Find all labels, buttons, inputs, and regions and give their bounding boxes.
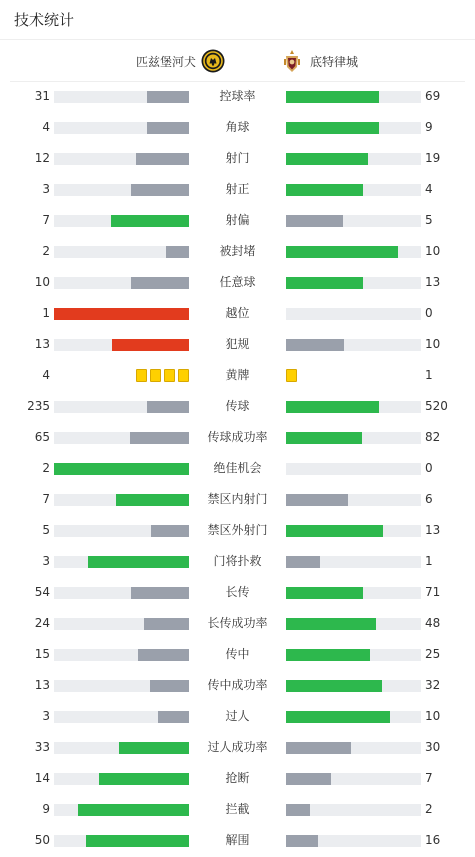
- stat-row: [0, 577, 475, 608]
- stat-label: 传球: [225, 399, 250, 413]
- home-stat-bar-fill: [130, 432, 189, 444]
- yellow-card-icon: [286, 369, 297, 382]
- away-stat-bar-fill: [286, 91, 379, 103]
- away-stat-bar: [286, 680, 421, 692]
- away-stat-bar: [286, 401, 421, 413]
- away-stat-value: 32: [425, 678, 441, 692]
- home-stat-value: 2: [42, 461, 50, 475]
- home-stat-value: 33: [34, 740, 50, 754]
- home-stat-bar-fill: [131, 277, 189, 289]
- stat-row: [0, 267, 475, 298]
- home-stat-bar-fill: [86, 835, 189, 847]
- stat-label: 过人: [225, 709, 250, 723]
- stat-label: 黄牌: [225, 368, 250, 382]
- home-stat-bar-fill: [151, 525, 189, 537]
- pittsburgh-riverhounds-logo-icon: [201, 49, 225, 73]
- home-stat-value: 12: [34, 151, 50, 165]
- home-stat-value: 5: [42, 523, 50, 537]
- home-yellow-cards: [136, 369, 189, 382]
- stat-label: 角球: [225, 120, 250, 134]
- stats-list: [0, 81, 475, 856]
- away-stat-bar-fill: [286, 804, 310, 816]
- away-stat-bar: [286, 215, 421, 227]
- home-stat-value: 7: [42, 492, 50, 506]
- home-stat-bar: [54, 122, 189, 134]
- away-stat-bar-fill: [286, 153, 368, 165]
- stat-label: 门将扑救: [213, 554, 262, 568]
- home-stat-value: 15: [34, 647, 50, 661]
- stat-label: 禁区内射门: [207, 492, 268, 506]
- home-stat-value: 3: [42, 554, 50, 568]
- stat-row: [0, 360, 475, 391]
- yellow-card-icon: [150, 369, 161, 382]
- home-stat-bar: [54, 680, 189, 692]
- home-stat-bar-fill: [147, 401, 189, 413]
- home-stat-bar-fill: [166, 246, 189, 258]
- away-stat-bar-fill: [286, 215, 343, 227]
- stat-row: [0, 515, 475, 546]
- away-stat-bar: [286, 587, 421, 599]
- stat-row: [0, 608, 475, 639]
- away-stat-bar-fill: [286, 742, 351, 754]
- away-stat-bar: [286, 494, 421, 506]
- stat-row: [0, 794, 475, 825]
- yellow-card-icon: [178, 369, 189, 382]
- stat-row: [0, 329, 475, 360]
- away-stat-bar-fill: [286, 711, 390, 723]
- stat-label: 解围: [225, 833, 250, 847]
- home-stat-bar: [54, 525, 189, 537]
- home-stat-bar: [54, 587, 189, 599]
- stat-label: 绝佳机会: [213, 461, 262, 475]
- away-stat-bar-fill: [286, 122, 379, 134]
- away-stat-bar: [286, 91, 421, 103]
- home-stat-value: 50: [34, 833, 50, 847]
- home-stat-value: 9: [42, 802, 50, 816]
- home-stat-bar-fill: [131, 184, 189, 196]
- away-stat-value: 25: [425, 647, 441, 661]
- home-stat-bar: [54, 649, 189, 661]
- away-stat-value: 0: [425, 461, 433, 475]
- away-team[interactable]: [280, 48, 358, 74]
- home-stat-bar-fill: [111, 215, 189, 227]
- away-stat-bar-fill: [286, 184, 363, 196]
- home-team[interactable]: [136, 48, 225, 74]
- home-stat-bar: [54, 153, 189, 165]
- away-stat-bar: [286, 804, 421, 816]
- stat-row: [0, 422, 475, 453]
- home-stat-bar: [54, 711, 189, 723]
- home-stat-value: 24: [34, 616, 50, 630]
- away-stat-value: 69: [425, 89, 441, 103]
- stat-label: 拦截: [225, 802, 250, 816]
- home-stat-bar-fill: [150, 680, 189, 692]
- yellow-card-icon: [164, 369, 175, 382]
- team-header: [10, 41, 465, 82]
- home-stat-bar-fill: [88, 556, 189, 568]
- away-stat-bar-fill: [286, 680, 382, 692]
- away-stat-bar: [286, 556, 421, 568]
- stat-label: 传球成功率: [207, 430, 268, 444]
- home-stat-value: 14: [34, 771, 50, 785]
- home-stat-bar-fill: [78, 804, 189, 816]
- home-stat-bar: [54, 432, 189, 444]
- home-stat-value: 4: [42, 368, 50, 382]
- home-stat-bar: [54, 494, 189, 506]
- home-stat-value: 4: [42, 120, 50, 134]
- away-stat-bar-fill: [286, 649, 370, 661]
- stat-label: 任意球: [219, 275, 256, 289]
- stat-row: [0, 639, 475, 670]
- stat-label: 长传: [225, 585, 250, 599]
- away-stat-value: 520: [425, 399, 448, 413]
- away-stat-value: 6: [425, 492, 433, 506]
- away-stat-bar: [286, 525, 421, 537]
- away-stat-bar: [286, 742, 421, 754]
- away-stat-value: 1: [425, 554, 433, 568]
- yellow-card-icon: [136, 369, 147, 382]
- stat-row: [0, 453, 475, 484]
- home-stat-bar-fill: [131, 587, 189, 599]
- away-stat-value: 71: [425, 585, 441, 599]
- home-stat-bar: [54, 91, 189, 103]
- stat-label: 长传成功率: [207, 616, 268, 630]
- away-stat-value: 4: [425, 182, 433, 196]
- away-stat-bar: [286, 835, 421, 847]
- stat-label: 控球率: [219, 89, 256, 103]
- away-stat-bar-fill: [286, 618, 376, 630]
- away-stat-bar: [286, 618, 421, 630]
- away-stat-value: 19: [425, 151, 441, 165]
- stat-label: 射正: [225, 182, 250, 196]
- away-stat-bar: [286, 153, 421, 165]
- home-stat-bar: [54, 339, 189, 351]
- home-stat-value: 31: [34, 89, 50, 103]
- stat-row: [0, 763, 475, 794]
- detroit-city-logo-icon: [280, 49, 304, 73]
- home-stat-bar-fill: [144, 618, 189, 630]
- away-stat-value: 10: [425, 709, 441, 723]
- stat-row: [0, 546, 475, 577]
- stat-label: 射偏: [225, 213, 250, 227]
- home-stat-value: 1: [42, 306, 50, 320]
- stat-label: 犯规: [225, 337, 250, 351]
- home-stat-bar: [54, 184, 189, 196]
- away-stat-bar: [286, 649, 421, 661]
- away-stat-bar: [286, 308, 421, 320]
- home-stat-bar-fill: [99, 773, 189, 785]
- away-stat-bar-fill: [286, 401, 379, 413]
- away-stat-value: 1: [425, 368, 433, 382]
- home-stat-value: 235: [27, 399, 50, 413]
- away-stat-bar-fill: [286, 525, 383, 537]
- stat-row: [0, 701, 475, 732]
- away-stat-bar: [286, 277, 421, 289]
- home-stat-value: 3: [42, 709, 50, 723]
- home-stat-bar-fill: [138, 649, 189, 661]
- stat-row: [0, 670, 475, 701]
- home-stat-bar-fill: [158, 711, 189, 723]
- home-stat-value: 54: [34, 585, 50, 599]
- away-stat-value: 7: [425, 771, 433, 785]
- away-stat-value: 10: [425, 244, 441, 258]
- away-team-name: 底特律城: [310, 54, 359, 69]
- home-stat-bar-fill: [54, 308, 189, 320]
- away-stat-bar-fill: [286, 277, 363, 289]
- away-stat-bar-fill: [286, 587, 363, 599]
- stat-row: [0, 236, 475, 267]
- home-stat-bar: [54, 401, 189, 413]
- home-stat-bar: [54, 618, 189, 630]
- away-stat-bar: [286, 184, 421, 196]
- away-stat-bar: [286, 246, 421, 258]
- home-stat-bar-fill: [119, 742, 189, 754]
- away-stat-bar: [286, 711, 421, 723]
- stat-label: 被封堵: [219, 244, 256, 258]
- stat-label: 越位: [225, 306, 250, 320]
- away-stat-bar-fill: [286, 432, 362, 444]
- home-stat-bar: [54, 773, 189, 785]
- home-stat-value: 65: [34, 430, 50, 444]
- away-stat-bar-fill: [286, 246, 398, 258]
- home-stat-bar-fill: [54, 463, 189, 475]
- stat-row: [0, 484, 475, 515]
- stats-header: [0, 0, 475, 40]
- home-stat-bar-fill: [112, 339, 189, 351]
- stat-row: [0, 205, 475, 236]
- away-yellow-cards: [286, 369, 297, 382]
- home-stat-value: 2: [42, 244, 50, 258]
- home-stat-bar-fill: [116, 494, 189, 506]
- stat-label: 传中成功率: [207, 678, 268, 692]
- away-stat-bar-fill: [286, 556, 320, 568]
- home-stat-bar: [54, 308, 189, 320]
- stat-row: [0, 81, 475, 112]
- stat-row: [0, 732, 475, 763]
- home-stat-bar-fill: [136, 153, 189, 165]
- away-stat-value: 82: [425, 430, 441, 444]
- away-stat-value: 5: [425, 213, 433, 227]
- away-stat-value: 48: [425, 616, 441, 630]
- home-stat-value: 10: [34, 275, 50, 289]
- stat-label: 禁区外射门: [207, 523, 268, 537]
- stat-row: [0, 391, 475, 422]
- away-stat-value: 30: [425, 740, 441, 754]
- away-stat-value: 16: [425, 833, 441, 847]
- home-stat-value: 3: [42, 182, 50, 196]
- page-title: 技术统计: [14, 11, 75, 29]
- home-stat-bar: [54, 556, 189, 568]
- away-stat-bar: [286, 339, 421, 351]
- away-stat-value: 0: [425, 306, 433, 320]
- home-stat-bar: [54, 463, 189, 475]
- away-stat-value: 13: [425, 523, 441, 537]
- home-stat-bar: [54, 742, 189, 754]
- home-stat-bar-fill: [147, 122, 189, 134]
- home-stat-bar: [54, 246, 189, 258]
- away-stat-bar-fill: [286, 494, 348, 506]
- home-stat-bar: [54, 835, 189, 847]
- stat-row: [0, 174, 475, 205]
- away-stat-value: 9: [425, 120, 433, 134]
- home-stat-bar: [54, 215, 189, 227]
- home-team-name: 匹兹堡河犬: [135, 54, 196, 69]
- away-stat-bar-fill: [286, 773, 331, 785]
- away-stat-bar: [286, 122, 421, 134]
- home-stat-value: 13: [34, 678, 50, 692]
- stat-row: [0, 112, 475, 143]
- stat-label: 抢断: [225, 771, 250, 785]
- stat-row: [0, 825, 475, 856]
- home-stat-value: 7: [42, 213, 50, 227]
- away-stat-value: 13: [425, 275, 441, 289]
- stat-row: [0, 143, 475, 174]
- stat-row: [0, 298, 475, 329]
- away-stat-bar-fill: [286, 339, 344, 351]
- away-stat-bar: [286, 463, 421, 475]
- home-stat-value: 13: [34, 337, 50, 351]
- away-stat-bar: [286, 432, 421, 444]
- away-stat-value: 2: [425, 802, 433, 816]
- away-stat-value: 10: [425, 337, 441, 351]
- away-stat-bar-fill: [286, 835, 318, 847]
- home-stat-bar: [54, 804, 189, 816]
- home-stat-bar: [54, 277, 189, 289]
- stat-label: 射门: [225, 151, 250, 165]
- away-stat-bar: [286, 773, 421, 785]
- stat-label: 过人成功率: [207, 740, 268, 754]
- stat-label: 传中: [225, 647, 250, 661]
- home-stat-bar-fill: [147, 91, 189, 103]
